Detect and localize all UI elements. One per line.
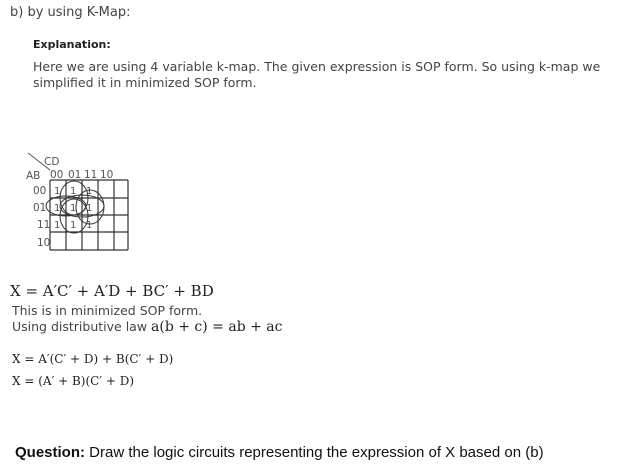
kmap-col-label: 01 (68, 169, 82, 181)
kmap-row-var: AB (26, 170, 41, 182)
distributive-label: Using distributive law (12, 319, 152, 334)
kmap-col-var: CD (44, 156, 60, 168)
kmap-col-label: 11 (84, 169, 98, 181)
distributive-law-formula: a(b + c) = ab + ac (151, 319, 283, 335)
distributive-law-line (12, 319, 283, 335)
kmap-row-label: 00 (33, 185, 47, 197)
kmap-col-label: 00 (50, 169, 64, 181)
simplified-expression: X = A′C′ + A′D + BC′ + BD (10, 282, 214, 300)
explanation-text: Here we are using 4 variable k-map. The given expression is SOP form. So using k-map we simplified it in minimized SOP form. (33, 59, 601, 90)
kmap-cell: 1 (70, 186, 77, 197)
kmap-cell: 1 (86, 220, 93, 231)
karnaugh-map (20, 150, 135, 256)
kmap-cell: 1 (70, 220, 77, 231)
question-line (15, 444, 544, 461)
kmap-cell: 1 (86, 203, 93, 214)
factoring-step-2: X = (A′ + B)(C′ + D) (12, 374, 135, 388)
question-label: Question: (15, 444, 85, 461)
minimized-note: This is in minimized SOP form. (12, 303, 203, 318)
kmap-row-label: 01 (33, 202, 47, 214)
intro-heading: b) by using K-Map: (10, 5, 131, 20)
factoring-step-1: X = A′(C′ + D) + B(C′ + D) (12, 352, 174, 366)
question-text: Draw the logic circuits representing the expression of X based on (b) (85, 444, 544, 461)
kmap-cell: 1 (54, 186, 61, 197)
kmap-cell: 1 (86, 186, 93, 197)
kmap-cell: 1 (54, 203, 61, 214)
kmap-cell: 1 (70, 203, 77, 214)
explanation-heading: Explanation: (33, 38, 111, 51)
kmap-cell: 1 (54, 220, 61, 231)
kmap-col-label: 10 (100, 169, 114, 181)
kmap-row-label: 11 (37, 219, 51, 231)
kmap-row-label: 10 (37, 237, 51, 249)
